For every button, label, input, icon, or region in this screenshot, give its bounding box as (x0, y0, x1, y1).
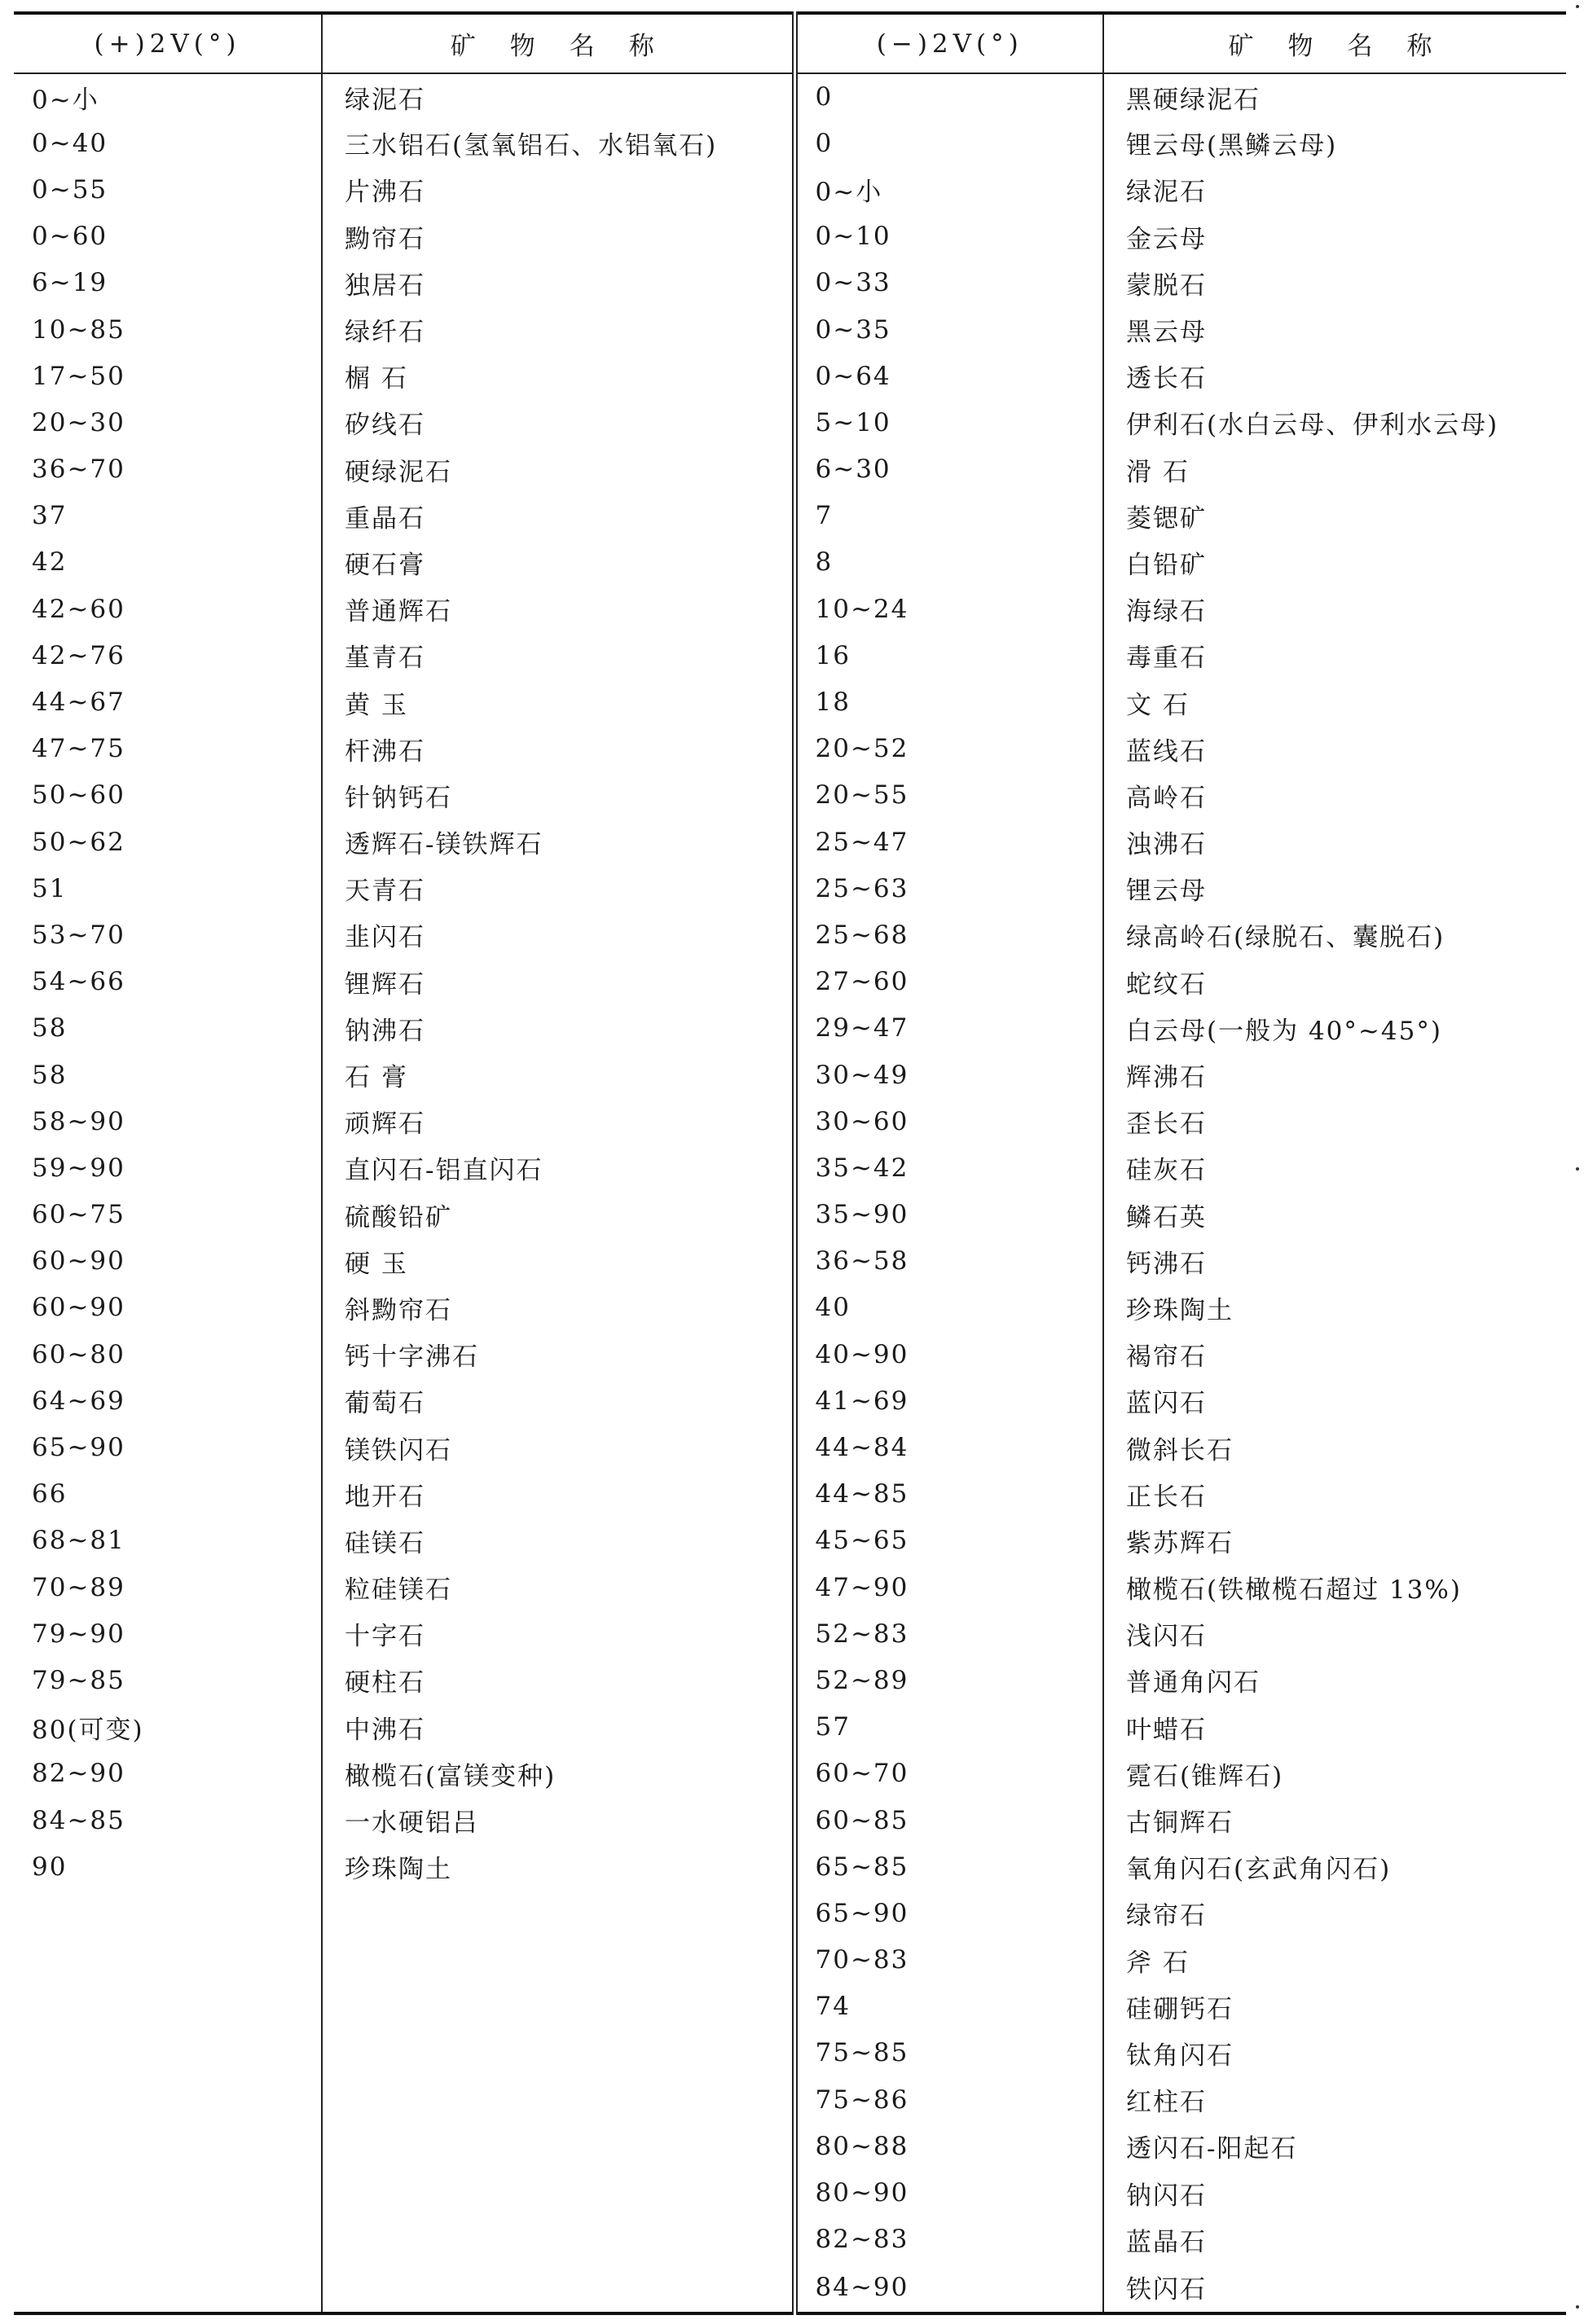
positive-mineral-name-cell: 矽线石 (322, 399, 794, 446)
table-header (14, 13, 1566, 73)
negative-mineral-name-cell: 白云母(一般为 40°~45°) (1103, 1005, 1566, 1052)
positive-mineral-name-cell: 天青石 (322, 865, 794, 912)
positive-mineral-name-cell: 中沸石 (322, 1704, 794, 1751)
positive-2v-cell: 42~76 (32, 640, 125, 670)
table-row (14, 1843, 1566, 1890)
table-row (14, 865, 1566, 912)
positive-mineral-name-cell: 橄榄石(富镁变种) (322, 1751, 794, 1797)
negative-mineral-name-cell: 钠闪石 (1103, 2169, 1566, 2216)
positive-mineral-name-cell: 硬柱石 (322, 1657, 794, 1703)
table-row (14, 1984, 1566, 2030)
positive-2v-cell: 0~40 (32, 128, 108, 158)
table-row (14, 493, 1566, 539)
negative-2v-cell: 0~33 (794, 260, 1103, 306)
header-negative-mineral-name: 矿物名称 (1103, 13, 1566, 73)
positive-mineral-name-cell: 堇青石 (322, 632, 794, 679)
negative-2v-cell: 65~85 (794, 1843, 1103, 1890)
negative-mineral-name-cell: 绿帘石 (1103, 1890, 1566, 1936)
negative-mineral-name-cell: 蓝线石 (1103, 726, 1566, 772)
negative-mineral-name-cell: 绿高岭石(绿脱石、囊脱石) (1103, 912, 1566, 958)
negative-mineral-name-cell: 黑云母 (1103, 306, 1566, 353)
negative-2v-cell: 41~69 (794, 1377, 1103, 1424)
positive-mineral-name-cell: 硅镁石 (322, 1518, 794, 1564)
negative-mineral-name-cell: 金云母 (1103, 213, 1566, 260)
table-row (14, 166, 1566, 213)
positive-2v-cell: 20~30 (32, 407, 125, 437)
negative-mineral-name-cell: 蛇纹石 (1103, 959, 1566, 1005)
positive-2v-cell (14, 1937, 322, 1984)
negative-mineral-name-cell: 透长石 (1103, 353, 1566, 399)
negative-mineral-name-cell: 叶蜡石 (1103, 1704, 1566, 1751)
negative-mineral-name-cell: 海绿石 (1103, 586, 1566, 632)
positive-2v-cell: 6~19 (32, 268, 108, 298)
page-edge-mark (1576, 2305, 1579, 2309)
mineral-2v-table (14, 11, 1566, 2315)
table-row (14, 1471, 1566, 1518)
table-row (14, 1052, 1566, 1098)
negative-mineral-name-cell: 钙沸石 (1103, 1238, 1566, 1285)
positive-2v-cell: 50~62 (32, 827, 125, 857)
negative-2v-cell: 45~65 (794, 1518, 1103, 1564)
table-row (14, 1704, 1566, 1751)
positive-mineral-name-cell: 黄 玉 (322, 679, 794, 725)
positive-2v-cell: 60~80 (32, 1339, 125, 1369)
negative-2v-cell: 25~68 (794, 912, 1103, 958)
positive-2v-cell (14, 2030, 322, 2076)
positive-2v-cell: 42~60 (32, 594, 125, 624)
negative-2v-cell: 10~24 (794, 586, 1103, 632)
table-row (14, 2169, 1566, 2216)
negative-2v-cell: 82~83 (794, 2216, 1103, 2263)
negative-mineral-name-cell: 紫苏辉石 (1103, 1518, 1566, 1564)
table-row (14, 1005, 1566, 1052)
negative-2v-cell: 84~90 (794, 2263, 1103, 2313)
table-row (14, 1238, 1566, 1285)
negative-2v-cell: 0~64 (794, 353, 1103, 399)
positive-mineral-name-cell: 镁铁闪石 (322, 1424, 794, 1470)
positive-2v-cell (14, 2076, 322, 2123)
negative-mineral-name-cell: 菱锶矿 (1103, 493, 1566, 539)
positive-mineral-name-cell: 独居石 (322, 260, 794, 306)
positive-2v-cell: 90 (32, 1852, 68, 1882)
table-row (14, 1610, 1566, 1657)
table-row (14, 1657, 1566, 1703)
negative-2v-cell: 20~55 (794, 772, 1103, 819)
table-row (14, 73, 1566, 120)
positive-2v-cell: 68~81 (32, 1526, 125, 1556)
positive-mineral-name-cell (322, 2263, 794, 2313)
positive-2v-cell: 79~90 (32, 1619, 125, 1649)
positive-2v-cell: 51 (32, 873, 68, 903)
positive-mineral-name-cell: 钙十字沸石 (322, 1331, 794, 1377)
positive-2v-cell (14, 1984, 322, 2030)
negative-2v-cell: 52~89 (794, 1657, 1103, 1703)
negative-2v-cell: 18 (794, 679, 1103, 725)
negative-mineral-name-cell: 锂云母 (1103, 865, 1566, 912)
positive-mineral-name-cell: 直闪石-铝直闪石 (322, 1144, 794, 1191)
header-negative-2v: (−)2V(°) (794, 13, 1103, 73)
negative-2v-cell: 75~86 (794, 2076, 1103, 2123)
positive-mineral-name-cell: 葡萄石 (322, 1377, 794, 1424)
positive-2v-cell: 70~89 (32, 1572, 125, 1602)
positive-2v-cell: 80(可变) (32, 1715, 144, 1745)
negative-mineral-name-cell: 毒重石 (1103, 632, 1566, 679)
negative-2v-cell: 30~60 (794, 1098, 1103, 1144)
table-row (14, 959, 1566, 1005)
table-row (14, 772, 1566, 819)
positive-2v-cell: 44~67 (32, 688, 125, 718)
table-row (14, 2030, 1566, 2076)
table-row (14, 120, 1566, 166)
positive-2v-cell: 0~小 (32, 85, 99, 115)
table-row (14, 2076, 1566, 2123)
negative-2v-cell: 7 (794, 493, 1103, 539)
negative-2v-cell: 44~85 (794, 1471, 1103, 1518)
positive-mineral-name-cell: 榍 石 (322, 353, 794, 399)
positive-2v-cell: 59~90 (32, 1153, 125, 1183)
table-row (14, 306, 1566, 353)
negative-mineral-name-cell: 红柱石 (1103, 2076, 1566, 2123)
negative-2v-cell: 0~35 (794, 306, 1103, 353)
positive-2v-cell: 66 (32, 1479, 68, 1509)
table-body (14, 73, 1566, 2313)
table-row (14, 2216, 1566, 2263)
negative-mineral-name-cell: 硅灰石 (1103, 1144, 1566, 1191)
negative-mineral-name-cell: 高岭石 (1103, 772, 1566, 819)
table-row (14, 1890, 1566, 1936)
positive-mineral-name-cell: 普通辉石 (322, 586, 794, 632)
negative-mineral-name-cell: 透闪石-阳起石 (1103, 2123, 1566, 2169)
negative-mineral-name-cell: 硅硼钙石 (1103, 1984, 1566, 2030)
negative-2v-cell: 70~83 (794, 1937, 1103, 1984)
positive-2v-cell: 37 (32, 501, 68, 531)
table-row (14, 446, 1566, 493)
table-row (14, 539, 1566, 586)
positive-mineral-name-cell: 重晶石 (322, 493, 794, 539)
negative-mineral-name-cell: 古铜辉石 (1103, 1797, 1566, 1843)
positive-2v-cell: 82~90 (32, 1759, 125, 1789)
negative-2v-cell: 27~60 (794, 959, 1103, 1005)
positive-mineral-name-cell (322, 1984, 794, 2030)
header-positive-mineral-name: 矿物名称 (322, 13, 794, 73)
negative-2v-cell: 20~52 (794, 726, 1103, 772)
negative-2v-cell: 60~70 (794, 1751, 1103, 1797)
negative-2v-cell: 47~90 (794, 1564, 1103, 1610)
negative-2v-cell: 80~90 (794, 2169, 1103, 2216)
negative-mineral-name-cell: 鳞石英 (1103, 1192, 1566, 1238)
table-row (14, 1377, 1566, 1424)
negative-mineral-name-cell: 文 石 (1103, 679, 1566, 725)
positive-mineral-name-cell (322, 1890, 794, 1936)
positive-2v-cell (14, 2123, 322, 2169)
positive-mineral-name-cell: 硫酸铅矿 (322, 1192, 794, 1238)
negative-2v-cell: 5~10 (794, 399, 1103, 446)
negative-mineral-name-cell: 橄榄石(铁橄榄石超过 13%) (1103, 1564, 1566, 1610)
negative-2v-cell: 36~58 (794, 1238, 1103, 1285)
positive-2v-cell: 58~90 (32, 1106, 125, 1136)
negative-mineral-name-cell: 锂云母(黑鳞云母) (1103, 120, 1566, 166)
positive-mineral-name-cell: 三水铝石(氢氧铝石、水铝氧石) (322, 120, 794, 166)
negative-mineral-name-cell: 辉沸石 (1103, 1052, 1566, 1098)
positive-2v-cell: 10~85 (32, 314, 125, 345)
positive-mineral-name-cell: 地开石 (322, 1471, 794, 1518)
positive-2v-cell: 84~85 (32, 1805, 125, 1835)
positive-mineral-name-cell: 珍珠陶土 (322, 1843, 794, 1890)
header-positive-2v: (+)2V(°) (14, 13, 322, 73)
positive-2v-cell (14, 2169, 322, 2216)
negative-2v-cell: 80~88 (794, 2123, 1103, 2169)
negative-mineral-name-cell: 氧角闪石(玄武角闪石) (1103, 1843, 1566, 1890)
table-row (14, 1098, 1566, 1144)
positive-2v-cell: 17~50 (32, 361, 125, 391)
negative-mineral-name-cell: 蓝晶石 (1103, 2216, 1566, 2263)
table-row (14, 1937, 1566, 1984)
negative-mineral-name-cell: 蓝闪石 (1103, 1377, 1566, 1424)
table-row (14, 1285, 1566, 1331)
positive-2v-cell: 42 (32, 547, 68, 578)
positive-mineral-name-cell: 片沸石 (322, 166, 794, 213)
negative-2v-cell: 75~85 (794, 2030, 1103, 2076)
positive-mineral-name-cell: 硬绿泥石 (322, 446, 794, 493)
positive-mineral-name-cell: 透辉石-镁铁辉石 (322, 819, 794, 865)
positive-mineral-name-cell: 绿纤石 (322, 306, 794, 353)
negative-2v-cell: 25~63 (794, 865, 1103, 912)
table-row (14, 1424, 1566, 1470)
positive-2v-cell: 58 (32, 1060, 68, 1090)
table-row (14, 1518, 1566, 1564)
positive-mineral-name-cell: 斜黝帘石 (322, 1285, 794, 1331)
positive-2v-cell: 58 (32, 1013, 68, 1043)
negative-2v-cell: 6~30 (794, 446, 1103, 493)
positive-2v-cell: 36~70 (32, 455, 125, 485)
positive-2v-cell: 47~75 (32, 734, 125, 764)
table-row (14, 2123, 1566, 2169)
negative-mineral-name-cell: 斧 石 (1103, 1937, 1566, 1984)
table-row (14, 726, 1566, 772)
positive-mineral-name-cell (322, 2030, 794, 2076)
positive-2v-cell: 60~90 (32, 1293, 125, 1323)
positive-2v-cell: 60~75 (32, 1200, 125, 1230)
negative-mineral-name-cell: 普通角闪石 (1103, 1657, 1566, 1703)
positive-mineral-name-cell: 一水硬铝吕 (322, 1797, 794, 1843)
negative-2v-cell: 0~10 (794, 213, 1103, 260)
positive-2v-cell: 65~90 (32, 1433, 125, 1463)
negative-2v-cell: 8 (794, 539, 1103, 586)
table-row (14, 679, 1566, 725)
negative-mineral-name-cell: 白铅矿 (1103, 539, 1566, 586)
table-row (14, 213, 1566, 260)
table-row (14, 1144, 1566, 1191)
negative-2v-cell: 25~47 (794, 819, 1103, 865)
negative-2v-cell: 44~84 (794, 1424, 1103, 1470)
table-row (14, 632, 1566, 679)
negative-2v-cell: 74 (794, 1984, 1103, 2030)
table-row (14, 1751, 1566, 1797)
positive-mineral-name-cell: 粒硅镁石 (322, 1564, 794, 1610)
table-row (14, 260, 1566, 306)
table-row (14, 1192, 1566, 1238)
negative-mineral-name-cell: 微斜长石 (1103, 1424, 1566, 1470)
negative-mineral-name-cell: 正长石 (1103, 1471, 1566, 1518)
table-row (14, 1564, 1566, 1610)
negative-mineral-name-cell: 铁闪石 (1103, 2263, 1566, 2313)
table-row (14, 586, 1566, 632)
page-edge-mark (1576, 5, 1579, 8)
positive-mineral-name-cell (322, 1937, 794, 1984)
negative-mineral-name-cell: 滑 石 (1103, 446, 1566, 493)
positive-mineral-name-cell: 十字石 (322, 1610, 794, 1657)
positive-mineral-name-cell (322, 2216, 794, 2263)
negative-mineral-name-cell: 蒙脱石 (1103, 260, 1566, 306)
negative-2v-cell: 65~90 (794, 1890, 1103, 1936)
header-row (14, 13, 1566, 73)
positive-2v-cell: 79~85 (32, 1665, 125, 1695)
table-row (14, 819, 1566, 865)
negative-2v-cell: 52~83 (794, 1610, 1103, 1657)
positive-2v-cell (14, 1890, 322, 1936)
negative-mineral-name-cell: 伊利石(水白云母、伊利水云母) (1103, 399, 1566, 446)
negative-mineral-name-cell: 绿泥石 (1103, 166, 1566, 213)
negative-2v-cell: 35~90 (794, 1192, 1103, 1238)
positive-mineral-name-cell (322, 2169, 794, 2216)
negative-2v-cell: 0~小 (794, 166, 1103, 213)
positive-mineral-name-cell: 杆沸石 (322, 726, 794, 772)
negative-mineral-name-cell: 浅闪石 (1103, 1610, 1566, 1657)
negative-mineral-name-cell: 黑硬绿泥石 (1103, 73, 1566, 120)
positive-mineral-name-cell (322, 2076, 794, 2123)
negative-2v-cell: 0 (794, 73, 1103, 120)
positive-mineral-name-cell: 黝帘石 (322, 213, 794, 260)
negative-2v-cell: 40~90 (794, 1331, 1103, 1377)
table-row (14, 353, 1566, 399)
negative-2v-cell: 29~47 (794, 1005, 1103, 1052)
positive-mineral-name-cell: 针钠钙石 (322, 772, 794, 819)
negative-mineral-name-cell: 霓石(锥辉石) (1103, 1751, 1566, 1797)
positive-2v-cell (14, 2263, 322, 2313)
positive-2v-cell: 0~60 (32, 222, 108, 252)
positive-mineral-name-cell: 硬石膏 (322, 539, 794, 586)
negative-2v-cell: 40 (794, 1285, 1103, 1331)
positive-2v-cell: 64~69 (32, 1386, 125, 1416)
positive-2v-cell: 50~60 (32, 780, 125, 811)
positive-2v-cell: 60~90 (32, 1246, 125, 1276)
table-row (14, 2263, 1566, 2313)
negative-2v-cell: 30~49 (794, 1052, 1103, 1098)
table-row (14, 912, 1566, 958)
page-edge-mark (1576, 1167, 1579, 1171)
negative-mineral-name-cell: 褐帘石 (1103, 1331, 1566, 1377)
positive-mineral-name-cell: 韭闪石 (322, 912, 794, 958)
positive-mineral-name-cell: 绿泥石 (322, 73, 794, 120)
positive-mineral-name-cell: 硬 玉 (322, 1238, 794, 1285)
negative-2v-cell: 35~42 (794, 1144, 1103, 1191)
negative-mineral-name-cell: 珍珠陶土 (1103, 1285, 1566, 1331)
negative-2v-cell: 16 (794, 632, 1103, 679)
negative-mineral-name-cell: 歪长石 (1103, 1098, 1566, 1144)
positive-2v-cell: 0~55 (32, 174, 108, 204)
positive-mineral-name-cell: 顽辉石 (322, 1098, 794, 1144)
negative-2v-cell: 57 (794, 1704, 1103, 1751)
negative-2v-cell: 60~85 (794, 1797, 1103, 1843)
positive-2v-cell: 54~66 (32, 967, 125, 997)
negative-mineral-name-cell: 浊沸石 (1103, 819, 1566, 865)
table-row (14, 1797, 1566, 1843)
positive-mineral-name-cell: 石 膏 (322, 1052, 794, 1098)
table-row (14, 399, 1566, 446)
positive-mineral-name-cell: 锂辉石 (322, 959, 794, 1005)
positive-2v-cell: 53~70 (32, 920, 125, 950)
positive-mineral-name-cell (322, 2123, 794, 2169)
table-row (14, 1331, 1566, 1377)
negative-2v-cell: 0 (794, 120, 1103, 166)
positive-mineral-name-cell: 钠沸石 (322, 1005, 794, 1052)
negative-mineral-name-cell: 钛角闪石 (1103, 2030, 1566, 2076)
positive-2v-cell (14, 2216, 322, 2263)
